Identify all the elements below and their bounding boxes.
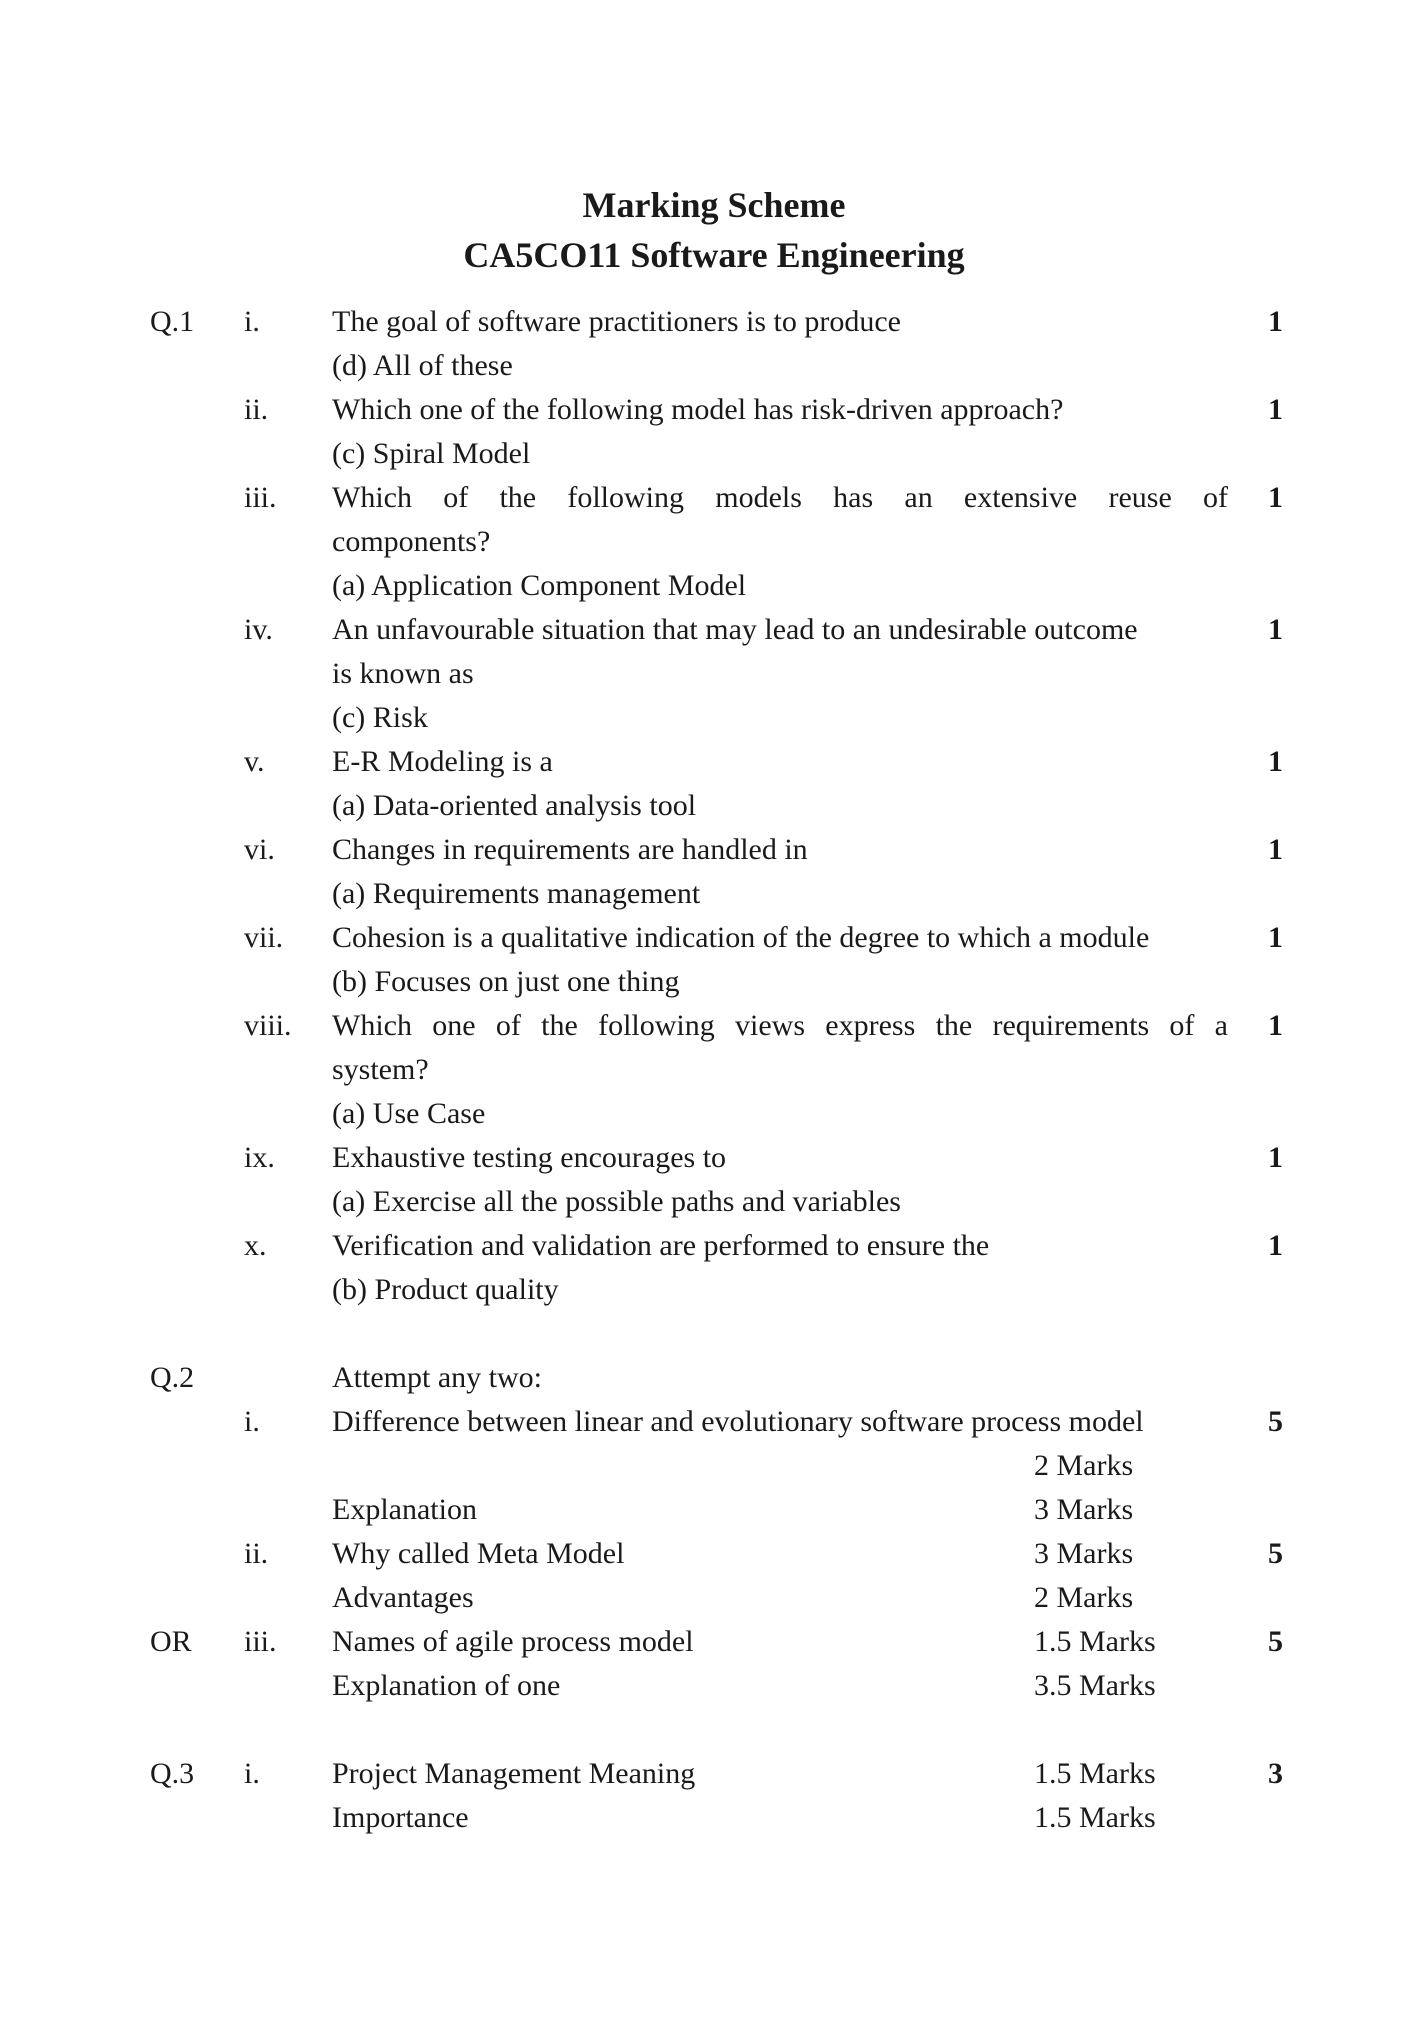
sub-criterion: Explanation <box>332 1493 477 1526</box>
marks-breakdown: 2 Marks <box>1034 1581 1134 1614</box>
item-number: iv. <box>244 613 273 646</box>
item-number: i. <box>244 1405 260 1438</box>
question-text: Changes in requirements are handled in <box>332 833 808 866</box>
answer-text: (c) Risk <box>332 701 428 734</box>
answer-text: (d) All of these <box>332 349 513 382</box>
item-number: vii. <box>244 921 284 954</box>
answer-text: (a) Application Component Model <box>332 569 747 602</box>
item-number: i. <box>244 305 260 338</box>
marks-breakdown: 1.5 Marks <box>1034 1625 1156 1658</box>
score: 1 <box>1268 613 1283 646</box>
score: 1 <box>1268 305 1283 338</box>
answer-text: (a) Exercise all the possible paths and variables <box>332 1185 901 1218</box>
answer-text: (a) Data-oriented analysis tool <box>332 789 697 822</box>
question-text: Difference between linear and evolutionary software process model <box>332 1405 1144 1438</box>
answer-text: (a) Requirements management <box>332 877 701 910</box>
question-label-q2: Q.2 <box>150 1361 195 1394</box>
item-number: i. <box>244 1757 260 1790</box>
marks-breakdown: 1.5 Marks <box>1034 1757 1156 1790</box>
question-label-q3: Q.3 <box>150 1757 195 1790</box>
question-text: An unfavourable situation that may lead to an undesirable outcome <box>332 613 1138 646</box>
item-number: vi. <box>244 833 275 866</box>
answer-text: (c) Spiral Model <box>332 437 531 470</box>
question-text: Names of agile process model <box>332 1625 694 1658</box>
question-text: Which one of the following views express the requirements of a <box>332 1009 1228 1042</box>
or-label: OR <box>150 1625 192 1658</box>
question-text: E-R Modeling is a <box>332 745 553 778</box>
document-subtitle: CA5CO11 Software Engineering <box>463 235 965 275</box>
score: 1 <box>1268 393 1283 426</box>
score: 1 <box>1268 481 1283 514</box>
score: 5 <box>1268 1405 1283 1438</box>
question-label-q1: Q.1 <box>150 305 195 338</box>
score: 5 <box>1268 1537 1283 1570</box>
question-text: Cohesion is a qualitative indication of the degree to which a module <box>332 921 1150 954</box>
question-text: Which of the following models has an extensive reuse of <box>332 481 1228 514</box>
score: 1 <box>1268 833 1283 866</box>
question-text: Exhaustive testing encourages to <box>332 1141 727 1174</box>
item-number: ii. <box>244 393 269 426</box>
sub-criterion: Advantages <box>332 1581 474 1614</box>
item-number: x. <box>244 1229 267 1262</box>
question-text: Verification and validation are performed to ensure the <box>332 1229 990 1262</box>
question-text-continued: is known as <box>332 657 474 690</box>
answer-text: (b) Focuses on just one thing <box>332 965 680 998</box>
document-title: Marking Scheme <box>582 185 846 225</box>
score: 1 <box>1268 921 1283 954</box>
score: 3 <box>1268 1757 1283 1790</box>
answer-text: (b) Product quality <box>332 1273 559 1306</box>
marks-breakdown: 3 Marks <box>1034 1537 1134 1570</box>
q2-instruction: Attempt any two: <box>332 1361 542 1394</box>
question-text: Why called Meta Model <box>332 1537 625 1570</box>
item-number: iii. <box>244 481 277 514</box>
item-number: viii. <box>244 1009 292 1042</box>
question-text-continued: system? <box>332 1053 429 1086</box>
item-number: iii. <box>244 1625 277 1658</box>
score: 1 <box>1268 1009 1283 1042</box>
marks-breakdown: 3.5 Marks <box>1034 1669 1156 1702</box>
item-number: ii. <box>244 1537 269 1570</box>
question-text: Which one of the following model has risk-driven approach? <box>332 393 1064 426</box>
question-text: The goal of software practitioners is to produce <box>332 305 901 338</box>
marks-breakdown: 1.5 Marks <box>1034 1801 1156 1834</box>
marks-breakdown: 3 Marks <box>1034 1493 1134 1526</box>
question-text-continued: components? <box>332 525 491 558</box>
item-number: ix. <box>244 1141 275 1174</box>
score: 1 <box>1268 1229 1283 1262</box>
score: 1 <box>1268 1141 1283 1174</box>
question-text: Project Management Meaning <box>332 1757 696 1790</box>
answer-text: (a) Use Case <box>332 1097 486 1130</box>
score: 1 <box>1268 745 1283 778</box>
item-number: v. <box>244 745 265 778</box>
score: 5 <box>1268 1625 1283 1658</box>
marks-breakdown: 2 Marks <box>1034 1449 1134 1482</box>
sub-criterion: Explanation of one <box>332 1669 561 1702</box>
sub-criterion: Importance <box>332 1801 469 1834</box>
